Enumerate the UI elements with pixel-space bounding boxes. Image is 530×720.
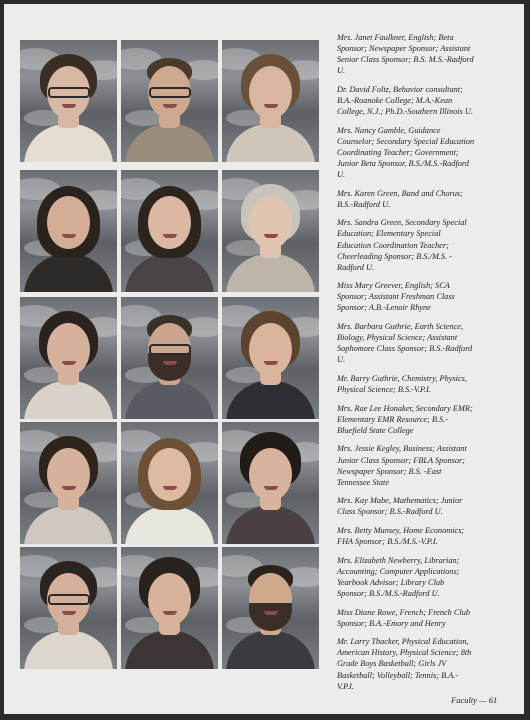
portrait-photo xyxy=(20,170,117,292)
portrait-photo xyxy=(222,297,319,419)
mouth xyxy=(264,611,278,615)
shoulders xyxy=(24,254,113,292)
glasses xyxy=(149,344,191,355)
face xyxy=(47,448,90,501)
caption-barry-guthrie: Mr. Barry Guthrie, Chemistry, Physics, Physical Science; B.S.-V.P.I. xyxy=(337,373,467,395)
mouth xyxy=(62,234,76,238)
mouth xyxy=(163,486,177,490)
shoulders xyxy=(24,631,113,669)
portrait-photo xyxy=(222,40,319,162)
portrait-grid xyxy=(20,40,320,682)
glasses xyxy=(48,594,90,605)
caption-rowe: Miss Diane Rowe, French; French Club Sponsor; B.A.-Emory and Henry xyxy=(337,607,471,628)
shoulders xyxy=(125,631,214,669)
caption-karen-green: Mrs. Karen Green, Band and Chorus; B.S.-Radford U. xyxy=(337,188,463,209)
face xyxy=(148,196,191,249)
portrait-photo xyxy=(121,297,218,419)
caption-foltz: Dr. David Foltz, Behavior consultant; B.A.-Roanoke College; M.A.-Kean College, N.J.; Ph.D.-Southern Illinois U. xyxy=(337,84,473,117)
mouth xyxy=(264,104,278,108)
shoulders xyxy=(125,381,214,419)
caption-barbara-guthrie: Mrs. Barbara Guthrie, Earth Science, Biology, Physical Science; Assistant Sophomore Class Sponsor; B.S.-Radford U. xyxy=(337,322,473,365)
portrait-photo xyxy=(222,170,319,292)
portrait-photo xyxy=(20,422,117,544)
portrait-photo xyxy=(222,547,319,669)
portrait-photo xyxy=(20,297,117,419)
mouth xyxy=(163,611,177,615)
caption-sandra-green: Mrs. Sandra Green, Secondary Special Education; Elementary Special Education Coordination Teacher; Cheerleading Sponsor; B.S./M.S. -Radford U. xyxy=(337,218,467,272)
caption-faulkner: Mrs. Janet Faulkner, English; Beta Sponsor; Newspaper Sponsor; Assistant Senior Class Sponsor; B.S. M.S.-Radford U. xyxy=(337,33,474,76)
shoulders xyxy=(226,254,315,292)
page-footer: Faculty — 61 xyxy=(451,695,498,705)
mouth xyxy=(264,486,278,490)
face xyxy=(249,323,292,376)
portrait-photo xyxy=(121,422,218,544)
mouth xyxy=(62,104,76,108)
portrait-photo xyxy=(222,422,319,544)
glasses xyxy=(48,87,90,98)
shoulders xyxy=(226,381,315,419)
shoulders xyxy=(125,506,214,544)
face xyxy=(148,448,191,501)
mouth xyxy=(62,361,76,365)
shoulders xyxy=(24,506,113,544)
shoulders xyxy=(226,631,315,669)
caption-kegley: Mrs. Jessie Kegley, Business; Assistant Junior Class Sponsor; FBLA Sponsor; Newspaper Sponsor; B.S. -East Tennessee State xyxy=(337,444,467,487)
caption-mabe: Mrs. Kay Mabe, Mathematics; Junior Class Sponsor; B.S.-Radford U. xyxy=(337,496,463,517)
mouth xyxy=(62,611,76,615)
caption-gamble: Mrs. Nancy Gamble, Guidance Counselor; Secondary Special Education Coordinating Teacher; Government; Junior Beta Sponsor, B.S./M.S.-Radford U. xyxy=(337,125,475,180)
caption-honaker: Mrs. Rae Lee Honaker, Secondary EMR; Elementary EMR Resource; B.S.-Bluefield State College xyxy=(337,403,473,435)
yearbook-page xyxy=(4,4,524,714)
portrait-photo xyxy=(121,547,218,669)
shoulders xyxy=(24,381,113,419)
face xyxy=(47,323,90,376)
caption-newberry: Mrs. Elizabeth Newberry, Librarian; Accounting; Computer Applications; Yearbook Advisor; Library Club Sponsor; B.S./M.S.-Radford U. xyxy=(337,555,460,598)
mouth xyxy=(163,361,177,365)
face xyxy=(249,66,292,119)
shoulders xyxy=(24,124,113,162)
face xyxy=(148,573,191,626)
shoulders xyxy=(226,506,315,544)
mouth xyxy=(264,234,278,238)
caption-greever: Miss Mary Greever, English; SCA Sponsor; Assistant Freshman Class Sponsor; A.B.-Lenoir Rhyne xyxy=(337,281,455,313)
faculty-captions xyxy=(337,32,475,699)
shoulders xyxy=(125,124,214,162)
face xyxy=(47,196,90,249)
mouth xyxy=(62,486,76,490)
portrait-photo xyxy=(121,170,218,292)
mouth xyxy=(163,234,177,238)
portrait-photo xyxy=(20,547,117,669)
caption-munsey: Mrs. Betty Munsey, Home Economics; FHA Sponsor; B.S./M.S.-V.P.I. xyxy=(337,525,465,547)
face xyxy=(249,448,292,501)
portrait-photo xyxy=(20,40,117,162)
portrait-photo xyxy=(121,40,218,162)
mouth xyxy=(163,104,177,108)
glasses xyxy=(149,87,191,98)
face xyxy=(249,196,292,249)
caption-thacker: Mr. Larry Thacker, Physical Education, American History, Physical Science; 8th Grade Boys Basketball; Girls JV Basketball; Volleyball; Tennis; B.A.-V.P.I. xyxy=(337,637,472,691)
shoulders xyxy=(125,254,214,292)
mouth xyxy=(264,361,278,365)
shoulders xyxy=(226,124,315,162)
